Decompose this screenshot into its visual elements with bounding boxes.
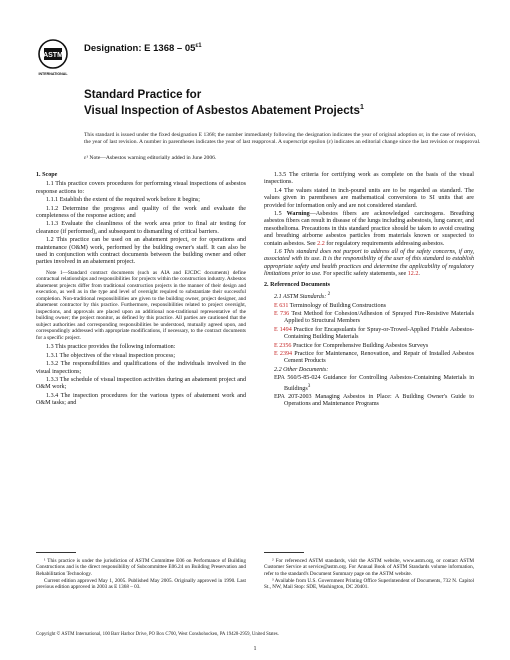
para-1-4: 1.4 The values stated in inch-pound units are to be regarded as standard. The values given in parentheses are mathematical conversions to SI units that are provided for information only and are not considered standard. bbox=[264, 187, 474, 209]
para-2-1: 2.1 ASTM Standards: $^2$ bbox=[274, 291, 331, 301]
designation: Designation: E $1368 - 05^{\varepsilon 1}$ bbox=[84, 43, 202, 55]
para-1-3-2: 1.3.2 The responsibilities and qualifications of the individuals involved in the visual inspections; bbox=[36, 361, 246, 375]
para-1-1-1: 1.1.1 Establish the extent of the required work before it begins; bbox=[46, 197, 200, 204]
issue-note: This standard is issued under the fixed designation E 1368; the number immediately following the designation indicates the year of original adoption or, in the case of revision, the year of last revision. A number in parentheses indicates the year of last reapproval. A superscript epsilon (ε) indicates an editorial change since the last revision or reapproval. bbox=[84, 132, 481, 145]
ref-item: E 1494 Practice for Encapsulants for Spray-or-Trowel-Applied Friable Asbestos-Containing Building Materials bbox=[274, 326, 475, 341]
page-number: 1 bbox=[253, 646, 257, 652]
ref-item: E 2356 Practice for Comprehensive Building Asbestos Surveys bbox=[274, 342, 429, 349]
footnote-1: ¹ This practice is under the jurisdiction of ASTM Committee E06 on Performance of Building Constructions and is the direct responsibility of Subcommittee E06.24 on Building Preservation and Rehabilitation Technology. bbox=[36, 558, 246, 577]
para-1-1-2: 1.1.2 Determine the progress and quality of the work and evaluate the completeness of the response action; and bbox=[36, 205, 246, 220]
ref-item: E 2394 Practice for Maintenance, Renovation, and Repair of Installed Asbestos Cement Products bbox=[274, 350, 474, 365]
para-1-5: 1.5 Warning—Asbestos fibers are acknowledged carcinogens. Breathing asbestos fibers can result in disease of the lungs including asbestosis, lung cancer, and mesothelioma. Precautions in this standard practice should be taken to avoid creating and breathing airborne asbestos particles from materials known or suspected to contain asbestos. See 2.2 for regulatory requirements addressing asbestos. bbox=[264, 211, 474, 247]
para-1-3-5: 1.3.5 The criteria for certifying work as complete on the basis of the visual inspections. bbox=[264, 172, 474, 186]
para-1-3-4: 1.3.4 The inspection procedures for the various types of abatement work and O&M tasks; and bbox=[36, 392, 246, 407]
other-doc: EPA 560/5-85-024 Guidance for Controlling Asbestos-Containing Materials in Buildings$^3$ bbox=[274, 375, 474, 392]
link-2-2[interactable]: 2.2 bbox=[317, 240, 325, 247]
ref-link[interactable]: E 1494 bbox=[274, 326, 292, 333]
ref-item: E 631 Terminology of Building Constructions bbox=[274, 302, 387, 309]
section-heading-referenced-documents: 2. Referenced Documents bbox=[264, 281, 331, 288]
ref-item: E 736 Test Method for Cohesion/Adhesion of Sprayed Fire-Resistive Materials Applied to Structural Members bbox=[274, 310, 475, 325]
page-title: Standard Practice for Visual Inspection of Asbestos Abatement Projects$^1$ bbox=[84, 88, 364, 117]
para-1-3: 1.3 This practice provides the following information: bbox=[46, 344, 176, 351]
svg-text:INTERNATIONAL: INTERNATIONAL bbox=[38, 72, 68, 76]
footnote-3: ³ Available from U.S. Government Printing Office Superintendent of Documents, 732 N. Capitol St., NW, Mail Stop: SDE, Washington, DC 20401. bbox=[264, 577, 474, 591]
ref-link[interactable]: E 2394 bbox=[274, 350, 293, 357]
left-column bbox=[36, 172, 246, 409]
footnote-rule bbox=[36, 552, 76, 553]
footnotes-left bbox=[36, 558, 246, 591]
footnote-edition: Current edition approved May 1, 2005. Published May 2005. Originally approved in 1990. Last previous edition approved in 2003 as E 1368 – 03. bbox=[36, 577, 246, 591]
copyright: Copyright © ASTM International, 100 Barr Harbor Drive, PO Box C700, West Conshohocken, PA 19428-2959, United States. bbox=[36, 632, 279, 637]
section-heading-scope: 1. Scope bbox=[36, 172, 58, 178]
footnote-2: ² For referenced ASTM standards, visit the ASTM website, www.astm.org, or contact ASTM Customer Service at service@astm.org. For Annual Book of ASTM Standards volume information, refer to the standard's Document Summary page on the ASTM website. bbox=[264, 558, 474, 577]
astm-logo bbox=[36, 38, 70, 78]
link-12-2[interactable]: 12.2 bbox=[407, 271, 419, 278]
other-doc: EPA 20T-2003 Managing Asbestos in Place: A Building Owner's Guide to Operations and Maintenance Programs bbox=[274, 394, 474, 408]
para-1-3-3: 1.3.3 The schedule of visual inspection activities during an abatement project and O&M work; bbox=[36, 377, 246, 391]
epsilon-note: ε¹ Note—Asbestos warning editorially added in June 2006. bbox=[84, 155, 217, 161]
para-1-1-3: 1.1.3 Evaluate the cleanliness of the work area prior to final air testing for clearance (if performed), and subsequent to dismantling of critical barriers. bbox=[36, 221, 246, 235]
footnote-rule bbox=[264, 552, 304, 553]
ref-link[interactable]: E 631 bbox=[274, 302, 289, 309]
ref-link[interactable]: E 2356 bbox=[274, 342, 292, 349]
footnotes-right bbox=[264, 558, 474, 591]
para-1-1: 1.1 This practice covers procedures for performing visual inspections of asbestos response actions to: bbox=[36, 181, 246, 195]
para-1-2: 1.2 This practice can be used on an abatement project, or for operations and maintenance (O&M) work, performed by the building owner's staff. It can also be used in conjunction with contract documents between the building owner and other parties involved in an abatement project. bbox=[36, 237, 246, 266]
right-column bbox=[264, 172, 474, 410]
para-1-3-1: 1.3.1 The objectives of the visual inspection process; bbox=[46, 352, 176, 359]
para-1-6: 1.6 This standard does not purport to address all of the safety concerns, if any, associated with its use. It is the responsibility of the user of this standard to establish appropriate safety and health practices and determine the applicability of regulatory limitations prior to use. For specific safety statements, see 12.2. bbox=[264, 249, 474, 278]
svg-text:ASTM: ASTM bbox=[43, 52, 63, 59]
para-2-2: 2.2 Other Documents: bbox=[274, 366, 329, 373]
ref-link[interactable]: E 736 bbox=[274, 310, 290, 317]
note-1: Note 1—Standard contract documents (such as AIA and EJCDC documents) define contractual relationships and responsibilities for projects within the construction industry. Asbestos abatement projects differ from traditional construction projects in the manner of their design and execution, as well as in the type and level of oversight required to substantiate their successful completion. Non-traditional responsibilities are given to the building owner, project designer, and abatement contractor by this practice. Furthermore, responsibilities related to project oversight, inspections, and approvals are placed upon an additional non-traditional representative of the building owner; the project monitor, as defined by this practice. All parties are cautioned that the subject authorities and corresponding responsibilities be understood, mutually agreed upon, and correspondingly addressed with appropriate modifications, if necessary, to the contract documents for a specific project. bbox=[36, 269, 246, 341]
